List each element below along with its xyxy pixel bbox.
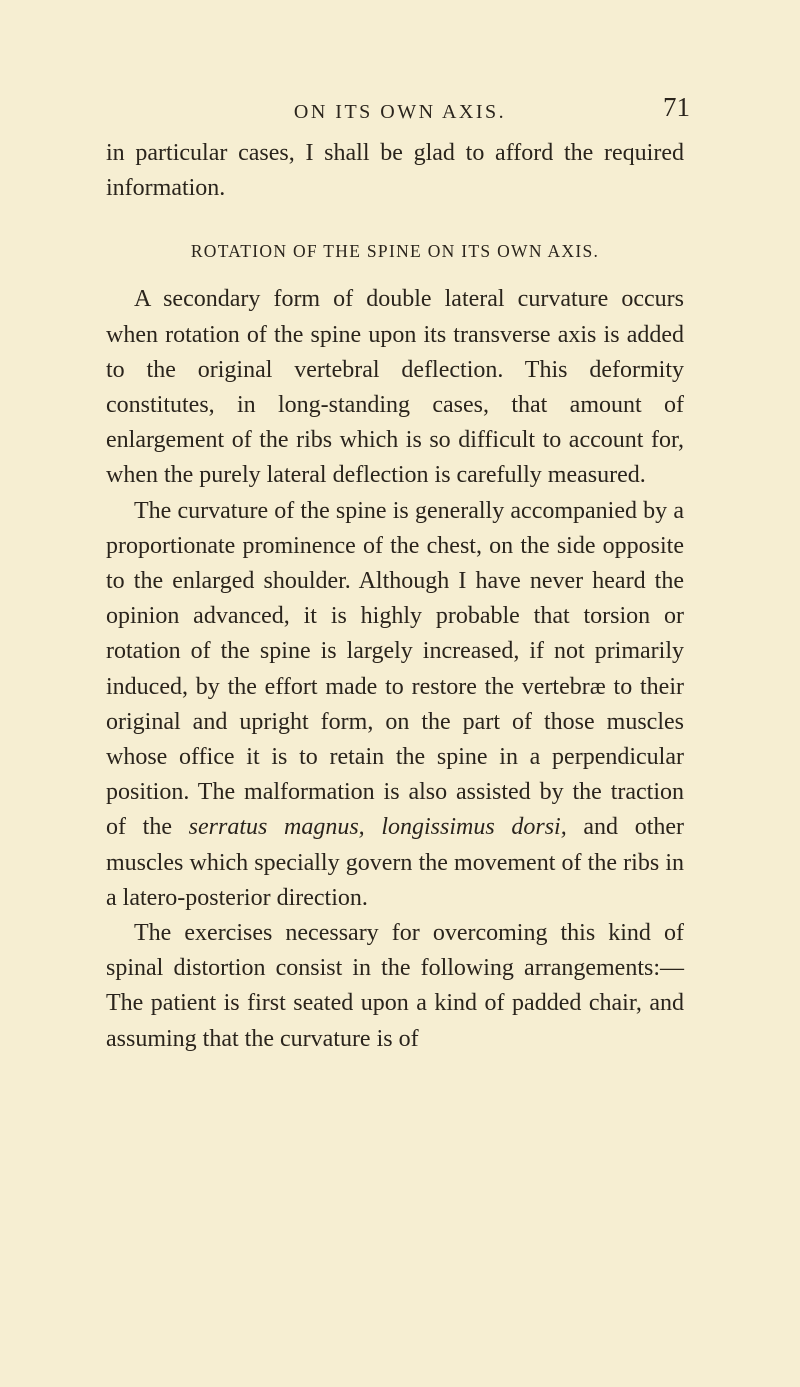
paragraph-1: A secondary form of double lateral curvature occurs when rotation of the spine upon its transverse axis is added to the original vertebral deflection. This deformity constitutes, in long-standing cases, that amount of enlargement of the ribs which is so difficult to account for, when the purely lateral deflection is carefully measured. (106, 286, 684, 489)
continuation-paragraph: in particular cases, I shall be glad to afford the required information. (106, 140, 684, 202)
paragraph-2 (106, 494, 684, 916)
section-heading: ROTATION OF THE SPINE ON ITS OWN AXIS. (190, 241, 600, 262)
running-head: ON ITS OWN AXIS. (293, 101, 507, 123)
body-text (106, 136, 684, 1057)
paragraph-3: The exercises necessary for overcoming this kind of spinal distortion consist in the following arrangements:—The patient is first seated upon a kind of padded chair, and assuming that the curvature is of (106, 920, 684, 1052)
paragraph-2-text-a: The curvature of the spine is generally accompanied by a proportionate prominence of the chest, on the side opposite to the enlarged shoulder. Although I have never heard the opinion advanced, it is highly probable that torsion or rotation of the spine is largely increased, if not primarily induced, by the effort made to restore the vertebræ to their original and upright form, on the part of those muscles whose office it is to retain the spine in a perpendicular position. The malformation is also assisted by the traction of the (106, 497, 684, 841)
page-number: 71 (663, 92, 690, 122)
paragraph-2-text-b: and other muscles which specially govern the movement of the ribs in a latero-posterior direction. (106, 814, 685, 911)
muscle-names-italic: serratus magnus, longissimus dorsi, (188, 814, 567, 841)
